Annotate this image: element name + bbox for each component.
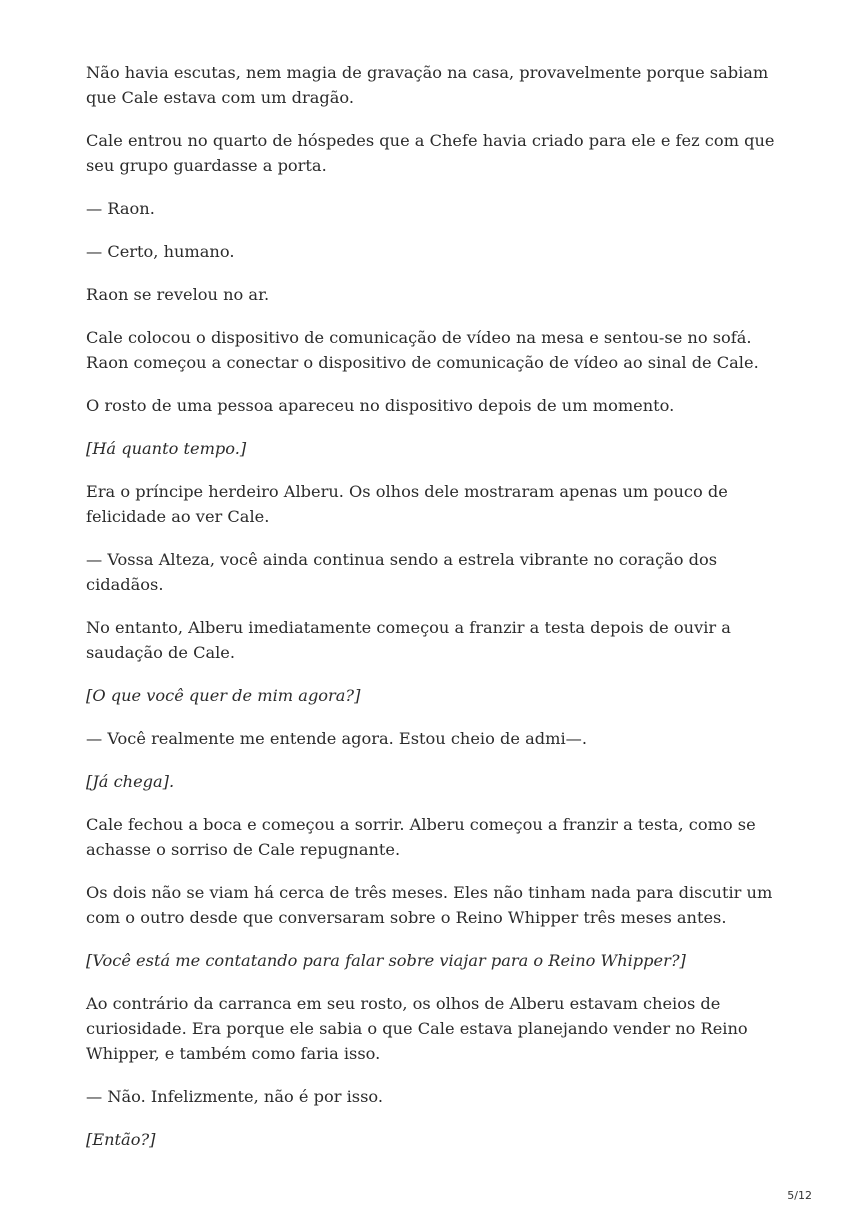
paragraph: O rosto de uma pessoa apareceu no dispositivo depois de um momento. bbox=[86, 396, 675, 415]
paragraph: Era o príncipe herdeiro Alberu. Os olhos dele mostraram apenas um pouco de felicidade ao ver Cale. bbox=[86, 482, 728, 526]
paragraph: Não havia escutas, nem magia de gravação na casa, provavelmente porque sabiam que Cale estava com um dragão. bbox=[86, 63, 769, 107]
paragraph: Os dois não se viam há cerca de três meses. Eles não tinham nada para discutir um com o outro desde que conversaram sobre o Reino Whipper três meses antes. bbox=[86, 883, 773, 927]
dialogue-line: — Vossa Alteza, você ainda continua sendo a estrela vibrante no coração dos cidadãos. bbox=[86, 550, 718, 594]
dialogue-line: — Raon. bbox=[86, 199, 155, 218]
dialogue-line: — Não. Infelizmente, não é por isso. bbox=[86, 1087, 383, 1106]
paragraph: Cale colocou o dispositivo de comunicação de vídeo na mesa e sentou-se no sofá. Raon começou a conectar o dispositivo de comunicação de vídeo ao sinal de Cale. bbox=[86, 328, 759, 372]
paragraph: Ao contrário da carranca em seu rosto, os olhos de Alberu estavam cheios de curiosidade. Era porque ele sabia o que Cale estava planejando vender no Reino Whipper, e também como faria isso. bbox=[86, 994, 748, 1063]
page-number: 5/12 bbox=[787, 1189, 812, 1202]
paragraph: Cale fechou a boca e começou a sorrir. Alberu começou a franzir a testa, como se achasse o sorriso de Cale repugnante. bbox=[86, 815, 756, 859]
device-speech-line: [Já chega]. bbox=[86, 772, 175, 791]
device-speech-line: [Então?] bbox=[86, 1130, 156, 1149]
paragraph: Raon se revelou no ar. bbox=[86, 285, 270, 304]
dialogue-line: — Certo, humano. bbox=[86, 242, 235, 261]
device-speech-line: [Você está me contatando para falar sobre viajar para o Reino Whipper?] bbox=[86, 951, 686, 970]
document-body bbox=[86, 60, 786, 1170]
dialogue-line: — Você realmente me entende agora. Estou cheio de admi—. bbox=[86, 729, 587, 748]
device-speech-line: [Há quanto tempo.] bbox=[86, 439, 247, 458]
paragraph: No entanto, Alberu imediatamente começou a franzir a testa depois de ouvir a saudação de Cale. bbox=[86, 618, 731, 662]
device-speech-line: [O que você quer de mim agora?] bbox=[86, 686, 361, 705]
paragraph: Cale entrou no quarto de hóspedes que a Chefe havia criado para ele e fez com que seu grupo guardasse a porta. bbox=[86, 131, 775, 175]
